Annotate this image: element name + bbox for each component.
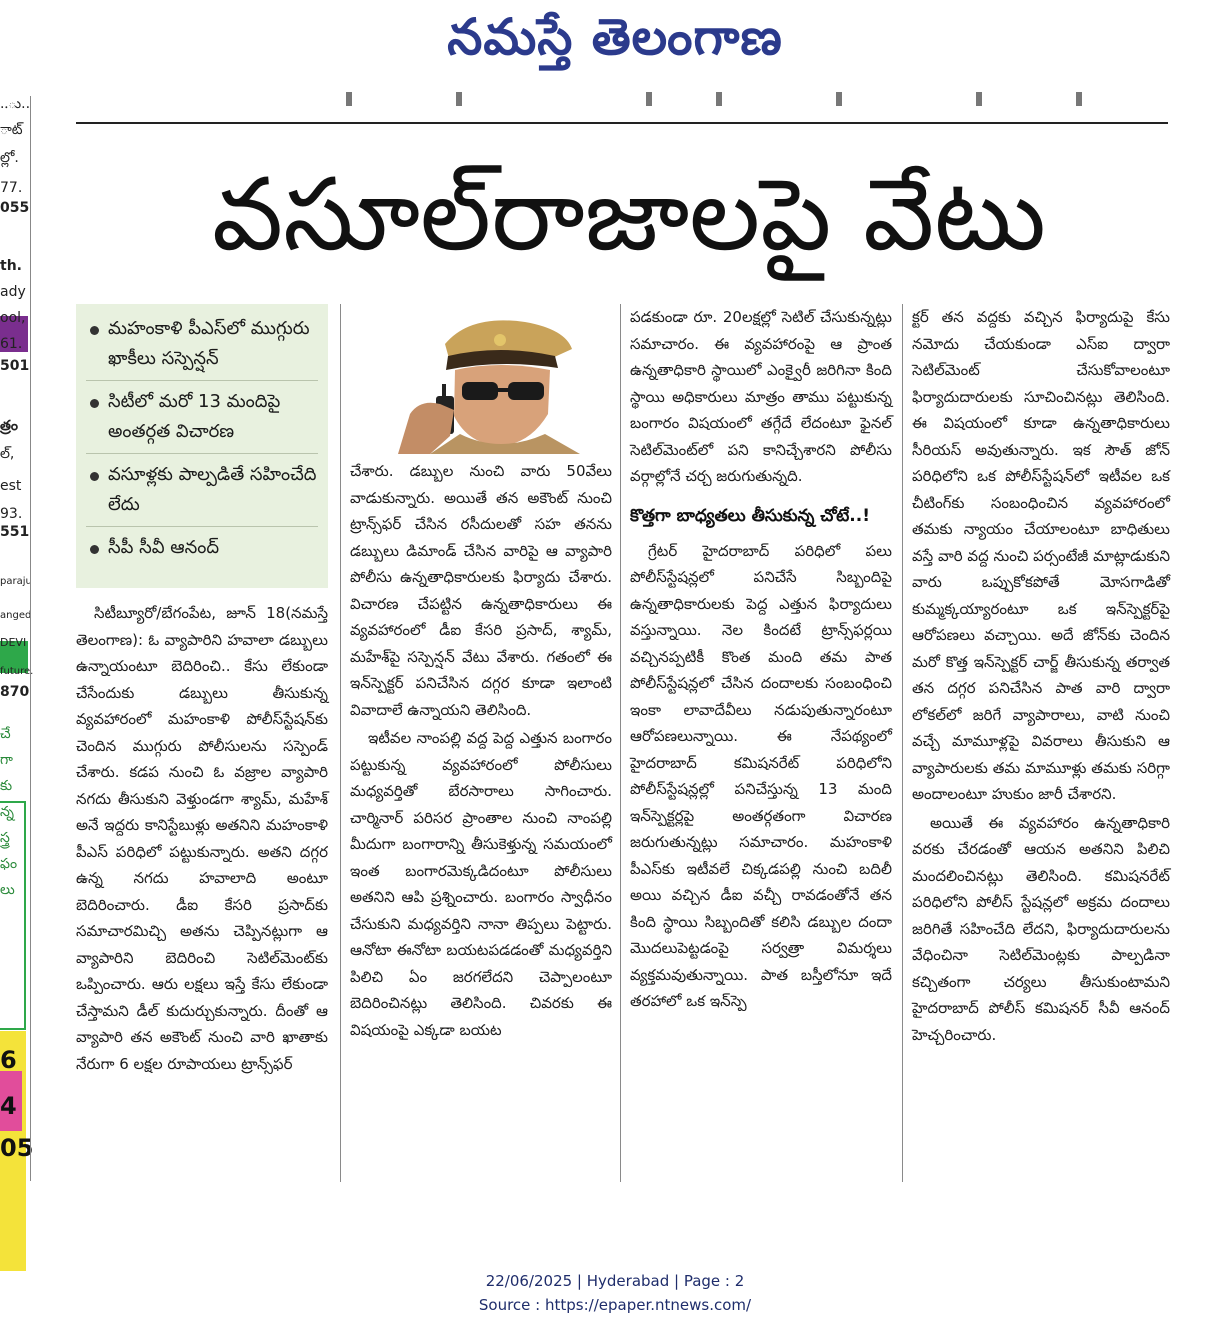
article-column-1 [76, 600, 328, 1180]
article-paragraph: ఇటీవల నాంపల్లి వద్ద పెద్ద ఎత్తున బంగారం పట్టుకున్న వ్యవహారంలో పోలీసులు మధ్యవర్తితో బేరసారాలు సాగించారు. చార్మినార్ పరిసర ప్రాంతాల నుంచి నాంపల్లి మీదుగా బంగారాన్ని తీసుకెళ్తున్న సమయంలో ఇంత బంగారమెక్కడిదంటూ పోలీసులు అతనిని ఆపి ప్రశ్నించారు. బంగారం స్వాధీనం చేసుకుని మధ్యవర్తిని నానా తిప్పలు పెట్టారు. ఆనోటా ఈనోటా బయటపడడంతో మధ్యవర్తిని పిలిచి ఏం జరగలేదని చెప్పాలంటూ బెదిరించినట్లు తెలిసింది. చివరకు ఈ విషయంపై ఎక్కడా బయట [350, 729, 612, 1039]
edge-text: 61. [0, 336, 23, 352]
edge-text: 870 [0, 684, 30, 700]
bullet-icon [90, 399, 99, 408]
highlight-text: సిటీలో మరో 13 మందిపై అంతర్గత విచారణ [108, 391, 281, 442]
article-column-4 [912, 304, 1170, 1182]
police-officer-icon [350, 304, 610, 454]
highlight-text: మహంకాళి పీఎస్‌లో ముగ్గురు ఖాకీలు సస్పెన్షన్ [108, 318, 310, 369]
edge-text: S [0, 224, 11, 240]
edge-number: 6 [0, 1046, 17, 1074]
edge-text: ool, [0, 310, 26, 326]
footer-date-line: 22/06/2025 | Hyderabad | Page : 2 [485, 1272, 745, 1290]
edge-text: ాట్ [0, 122, 23, 138]
edge-text: E [0, 547, 10, 563]
edge-text: ల్, [0, 446, 15, 462]
edge-text: th. [0, 258, 22, 274]
article-paragraph: సిటీబ్యూరో/బేగంపేట, జూన్ 18(నమస్తే తెలంగాణ): ఓ వ్యాపారిని హవాలా డబ్బులు ఉన్నాయంటూ బెదిరించి.. కేసు లేకుండా చేసేందుకు డబ్బులు తీసుకున్న వ్యవహారంలో మహంకాళి పోలీస్‌స్టేషన్‌కు చెందిన ముగ్గురు పోలీసులను సస్పెండ్ చేశారు. కడప నుంచి ఓ వజ్రాల వ్యాపారి నగదు తీసుకుని వెళ్తుండగా శ్యామ్, మహేశ్ అనే ఇద్దరు కానిస్టేబుళ్లు అతనిని మహంకాళి పీఎస్ పరిధిలో పట్టుకున్నారు. అతని దగ్గర ఉన్న నగదు హవాలాది అంటూ బెదిరించారు. డీఐ కేసరి ప్రసాద్‌కు సమాచారమిచ్చి అతను చెప్పినట్లుగా ఆ వ్యాపారిని బెదిరించి సెటిల్‌మెంట్‌కు ఒప్పించారు. ఆరు లక్షలు ఇస్తే కేసు లేకుండా చేస్తామని డీల్ కుదుర్చుకున్నారు. దీంతో ఆ వ్యాపారి తన అకౌంట్ నుంచి వారి ఖాతాకు నేరుగా 6 లక్షల రూపాయలు ట్రాన్స్‌ఫర్ [76, 604, 328, 1073]
edge-text: paraju [0, 576, 32, 587]
adjacent-column-strip [0, 96, 34, 1181]
edge-divider [30, 96, 31, 1181]
column-divider [620, 304, 621, 1182]
edge-text: 77. [0, 180, 23, 196]
edge-number: 05 [0, 1134, 34, 1162]
bullet-icon [90, 545, 99, 554]
highlight-text: సీపీ సీవీ ఆనంద్ [108, 537, 220, 558]
article-paragraph: గ్రేటర్ హైదరాబాద్ పరిధిలో పలు పోలీస్‌స్టేషన్లలో పనిచేసే సిబ్బందిపై ఉన్నతాధికారులకు పెద్ద ఎత్తున ఫిర్యాదులు వస్తున్నాయి. నెల కిందటే ట్రాన్స్‌ఫర్లయి వచ్చినప్పటికీ కొంత మంది తమ పాత పోలీస్‌స్టేషన్లలో చేసిన దందాలకు సంబంధించి ఇంకా లావాదేవీలు నడుపుతున్నారంటూ ఆరోపణలున్నాయి. ఈ నేపథ్యంలో హైదరాబాద్ కమిషనరేట్ పరిధిలోని పోలీస్‌స్టేషన్లల్లో పనిచేస్తున్న 13 మంది ఇన్‌స్పెక్టర్లపై అంతర్గతంగా విచారణ జరుగుతున్నట్లు సమాచారం. మహంకాళి పీఎస్‌కు ఇటీవలే చిక్కడపల్లి నుంచి బదిలీ అయి వచ్చిన డీఐ వచ్చీ రావడంతోనే తన కింది స్థాయి సిబ్బందితో కలిసి డబ్బుల దందా మొదలుపెట్టడంపై సర్వత్రా విమర్శలు వ్యక్తమవుతున్నాయి. పాత బస్తీలోనూ ఇదే తరహాలో ఒక ఇన్‌స్పె [630, 541, 892, 1010]
header-rule [76, 122, 1168, 124]
edge-text: ady [0, 284, 26, 300]
bullet-icon [90, 472, 99, 481]
highlight-text: వసూళ్లకు పాల్పడితే సహించేది లేదు [108, 464, 317, 515]
article-column-2 [350, 458, 612, 1182]
highlight-item [86, 533, 318, 569]
article-paragraph: అయితే ఈ వ్యవహారం ఉన్నతాధికారి వరకు చేరడంతో ఆయన అతనిని పిలిచి మందలించినట్లు తెలిసింది. కమిషనరేట్ పరిధిలోని పోలీస్ స్టేషన్లలో అక్రమ దందాలు జరిగితే సహించేది లేదని, ఫిర్యాదుదారులను వేధించినా సెటిల్‌మెంట్లకు పాల్పడినా కచ్చితంగా చర్యలు తీసుకుంటామని హైదరాబాద్ పోలీస్ కమిషనర్ సీవీ ఆనంద్ హెచ్చరించారు. [912, 813, 1170, 1044]
highlights-box [76, 304, 328, 588]
article-paragraph: పడకుండా రూ. 20లక్షల్లో సెటిల్ చేసుకున్నట్లు సమాచారం. ఈ వ్యవహారంపై ఆ ప్రాంత ఉన్నతాధికారి స్థాయిలో ఎంక్వైరీ జరిగినా కింది స్థాయి అధికారులు మాత్రం తాము పట్టుకున్న బంగారం విషయంలో తగ్గేదే లేదంటూ ఫైనల్ సెటిల్‌మెంట్‌లో పని కానిచ్చేశారని పోలీసు వర్గాల్లోనే చర్చ జరుగుతున్నది. [630, 308, 892, 485]
highlight-item [86, 314, 318, 381]
edge-text: త్రం [0, 418, 18, 434]
edge-text: 551 [0, 524, 30, 540]
edge-text: future. [0, 666, 34, 677]
edge-text: 93. [0, 506, 23, 522]
edge-text: ఫం [0, 856, 18, 872]
article-paragraph: చేశారు. డబ్బుల నుంచి వారు 50వేలు వాడుకున్నారు. అయితే తన అకౌంట్ నుంచి ట్రాన్స్‌ఫర్ చేసిన రసీదులతో సహ తనను డబ్బులు డిమాండ్ చేసిన వారిపై ఆ వ్యాపారి పోలీసు ఉన్నతాధికారులకు ఫిర్యాదు చేశారు. విచారణ చేపట్టిన ఉన్నతాధికారులు ఈ వ్యవహారంలో డీఐ కేసరి ప్రసాద్, శ్యామ్, మహేశ్‌పై సస్పెన్షన్ వేటు వేశారు. గతంలో ఈ ఇన్‌స్పెక్టర్ పనిచేసిన దగ్గర కూడా ఇలాంటి వివాదాలే ఉన్నాయని తెలిసింది. [350, 462, 612, 719]
edge-text: 501 [0, 358, 30, 374]
article-subheading: కొత్తగా బాధ్యతలు తీసుకున్న చోటే..! [630, 505, 870, 526]
footer-source-line: Source : https://epaper.ntnews.com/ [478, 1296, 752, 1314]
highlight-item [86, 460, 318, 527]
main-headline: వసూల్‌రాజాలపై వేటు [212, 156, 1046, 273]
article-paragraph: క్టర్ తన వద్దకు వచ్చిన ఫిర్యాదుపై కేసు నమోదు చేయకుండా ఎస్‌ఐ ద్వారా సెటిల్‌మెంట్ చేసుకోవాలంటూ ఫిర్యాదుదారులకు సూచించినట్లు తెలిసింది. ఈ విషయంలో కూడా ఉన్నతాధికారులు సీరియస్ అవుతున్నారు. ఇక సౌత్ జోన్ పరిధిలోని ఒక పోలీస్‌స్టేషన్‌లో ఇటీవల ఒక చీటింగ్‌కు సంబంధించిన వ్యవహారంలో తమకు న్యాయం చేయాలంటూ బాధితులు వస్తే వారి వద్ద నుంచి పర్సంటేజీ మాట్లాడుకుని వారు ఒప్పుకోకపోతే మోసగాడితో కుమ్మక్కయ్యారంటూ ఒక ఇన్‌స్పెక్టర్‌పై ఆరోపణలు వచ్చాయి. అదే జోన్‌కు చెందిన మరో కొత్త ఇన్‌స్పెక్టర్ చార్జ్ తీసుకున్న తర్వాత తన దగ్గర పనిచేసిన పాత వారి ద్వారా లోకల్‌లో జరిగే వ్యాపారాలు, వాటి నుంచి వచ్చే మామూళ్లపై వివరాలు తీసుకుని ఆ వ్యాపారులకు తమ మామూళ్లు తమకు సరిగ్గా అందాలంటూ హుకుం జారీ చేశారని. [912, 308, 1170, 803]
highlight-item [86, 387, 318, 454]
edge-text: DEVI [0, 636, 27, 649]
edge-text: est [0, 478, 22, 494]
column-divider [340, 304, 341, 1182]
ticker-strip [76, 92, 1168, 108]
edge-text: గా [0, 752, 13, 768]
edge-text: లు [0, 882, 15, 898]
column-divider [902, 304, 903, 1182]
edge-text: చే [0, 726, 11, 742]
edge-text: ..ు.. [0, 96, 31, 112]
edge-number: 4 [0, 1092, 17, 1120]
edge-text: న్న [0, 804, 14, 820]
bullet-icon [90, 326, 99, 335]
edge-text: ల్లో. [0, 150, 19, 166]
edge-text: anged [0, 610, 32, 621]
edge-text: స్త్ర [0, 830, 10, 846]
masthead-title: నమస్తే తెలంగాణ [447, 8, 783, 66]
edge-text: 055 [0, 200, 30, 216]
article-column-3 [630, 304, 892, 1182]
edge-text: కు [0, 778, 13, 794]
